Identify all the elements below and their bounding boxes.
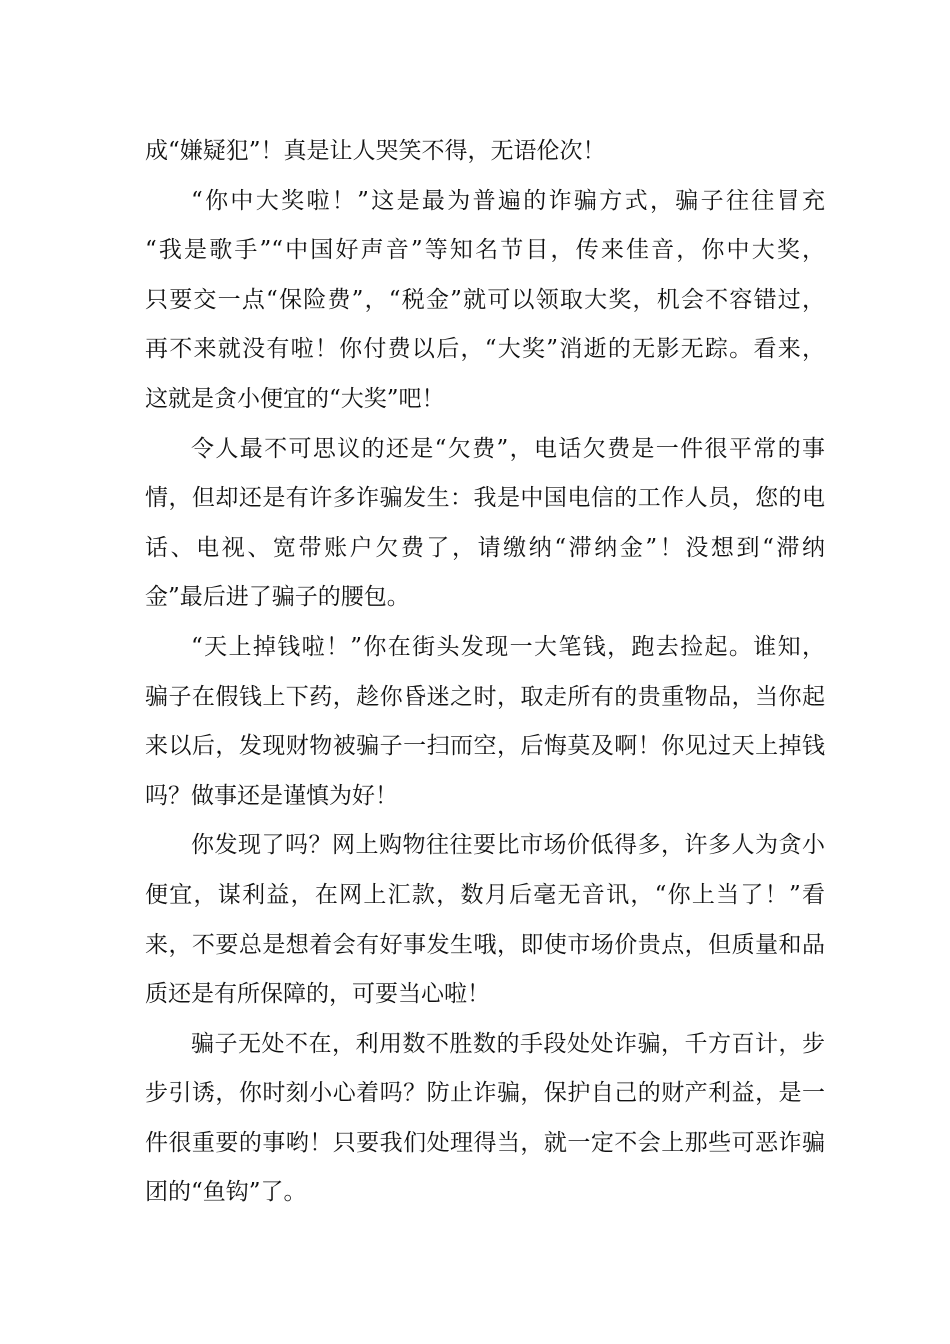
text-line: 来以后，发现财物被骗子一扫而空，后悔莫及啊！你见过天上掉钱 bbox=[145, 733, 825, 760]
text-line: “你中大奖啦！”这是最为普遍的诈骗方式，骗子往往冒充 bbox=[191, 187, 825, 214]
text-line: 团的“鱼钩”了。 bbox=[145, 1179, 307, 1206]
text-line: 话、电视、宽带账户欠费了，请缴纳“滞纳金”！没想到“滞纳 bbox=[145, 534, 825, 561]
text-line: 便宜，谋利益，在网上汇款，数月后毫无音讯，“你上当了！”看 bbox=[145, 881, 825, 908]
text-line: 情，但却还是有许多诈骗发生：我是中国电信的工作人员，您的电 bbox=[145, 485, 825, 512]
text-line: “天上掉钱啦！”你在街头发现一大笔钱，跑去捡起。谁知， bbox=[191, 633, 825, 660]
text-line: 你发现了吗？网上购物往往要比市场价低得多，许多人为贪小 bbox=[191, 832, 825, 859]
text-line: 成“嫌疑犯”！真是让人哭笑不得，无语伦次！ bbox=[145, 138, 606, 164]
text-line: 吗？做事还是谨慎为好！ bbox=[145, 782, 398, 809]
text-line: 令人最不可思议的还是“欠费”，电话欠费是一件很平常的事 bbox=[191, 435, 825, 462]
body-text bbox=[145, 127, 825, 1218]
text-line: 这就是贪小便宜的“大奖”吧！ bbox=[145, 385, 445, 412]
text-line: 骗子在假钱上下药，趁你昏迷之时，取走所有的贵重物品，当你起 bbox=[145, 683, 825, 710]
text-line: 步引诱，你时刻小心着吗？防止诈骗，保护自己的财产利益，是一 bbox=[145, 1080, 825, 1107]
text-line: 件很重要的事哟！只要我们处理得当，就一定不会上那些可恶诈骗 bbox=[145, 1129, 825, 1156]
text-line: 质还是有所保障的，可要当心啦！ bbox=[145, 981, 490, 1008]
text-line: “我是歌手”“中国好声音”等知名节目，传来佳音，你中大奖， bbox=[145, 237, 825, 264]
text-line: 再不来就没有啦！你付费以后，“大奖”消逝的无影无踪。看来， bbox=[145, 336, 825, 363]
text-line: 金”最后进了骗子的腰包。 bbox=[145, 584, 410, 611]
text-line: 来，不要总是想着会有好事发生哦，即使市场价贵点，但质量和品 bbox=[145, 931, 825, 958]
text-line: 骗子无处不在，利用数不胜数的手段处处诈骗，千方百计，步 bbox=[191, 1030, 825, 1057]
text-line: 只要交一点“保险费”，“税金”就可以领取大奖，机会不容错过， bbox=[145, 286, 825, 313]
